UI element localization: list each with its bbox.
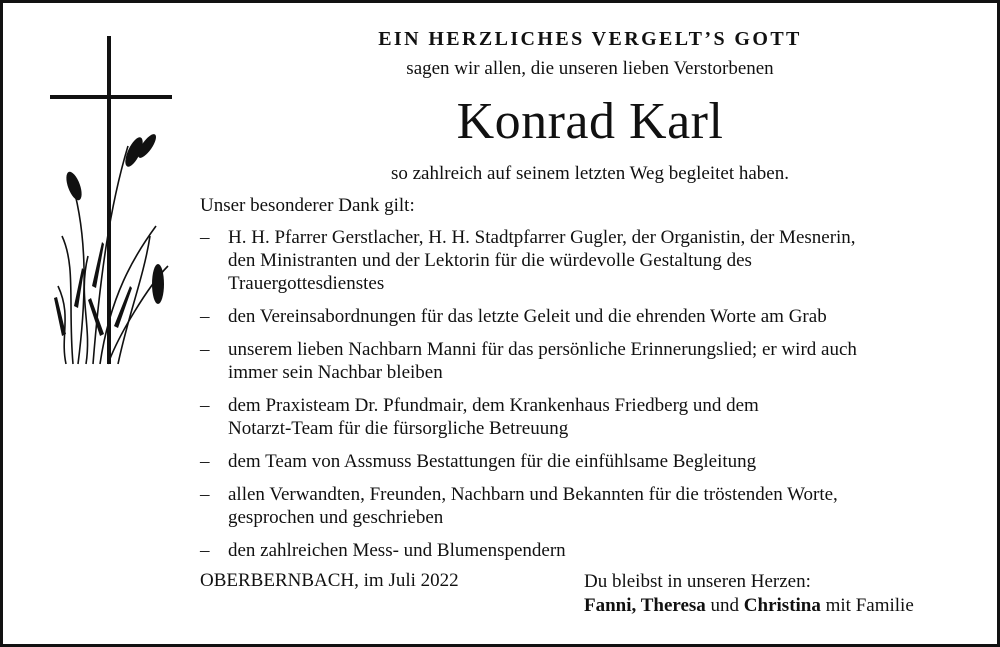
list-item [200,450,970,473]
intro-line: sagen wir allen, die unseren lieben Verstorbenen [406,58,774,79]
deceased-name: Konrad Karl [456,93,724,150]
signer-separator: , [631,595,641,616]
list-item [200,394,970,440]
list-item [200,483,970,529]
list-item-line: dem Team von Assmuss Bestattungen für die einfühlsame Begleitung [228,451,757,472]
list-dash: – [200,451,210,472]
cross-wheat-illustration [48,36,178,366]
after-line: so zahlreich auf seinem letzten Weg begleitet haben. [390,163,789,184]
list-item [200,226,970,295]
signer-suffix: mit Familie [820,595,914,616]
list-item-line: den zahlreichen Mess- und Blumenspendern [228,540,566,561]
signer-name: Christina [743,595,821,616]
list-item-line: Notarzt-Team für die fürsorgliche Betreuung [228,418,569,439]
list-item-line: den Ministranten und der Lektorin für die würdevolle Gestaltung des [228,250,752,271]
signer-name: Theresa [640,595,706,616]
list-dash: – [200,540,210,561]
thanks-heading: EIN HERZLICHES VERGELT’S GOTT [378,28,802,50]
list-item [200,305,970,328]
list-item-line: dem Praxisteam Dr. Pfundmair, dem Krankenhaus Friedberg und dem [228,395,759,416]
list-item-line: immer sein Nachbar bleiben [228,362,443,383]
list-dash: – [200,306,210,327]
list-item-line: H. H. Pfarrer Gerstlacher, H. H. Stadtpfarrer Gugler, der Organistin, der Mesnerin, [228,227,856,248]
signature-block [584,570,914,618]
list-dash: – [200,227,210,248]
closing-line: Du bleibst in unseren Herzen: [584,571,811,592]
signer-name: Fanni [584,595,632,616]
list-item-line: unserem lieben Nachbarn Manni für das persönliche Erinnerungslied; er wird auch [228,339,857,360]
list-dash: – [200,395,210,416]
place-date: OBERBERNBACH, im Juli 2022 [200,570,459,591]
signer-separator: und [705,595,744,616]
list-item-line: gesprochen und geschrieben [228,507,444,528]
list-item-line: allen Verwandten, Freunden, Nachbarn und Bekannten für die tröstenden Worte, [228,484,838,505]
list-item-line: Trauergottesdienstes [228,273,385,294]
thanks-list [200,226,970,572]
list-item [200,539,970,562]
thanks-intro: Unser besonderer Dank gilt: [200,195,415,216]
list-item [200,338,970,384]
list-dash: – [200,339,210,360]
list-item-line: den Vereinsabordnungen für das letzte Geleit und die ehrenden Worte am Grab [228,306,827,327]
list-dash: – [200,484,210,505]
